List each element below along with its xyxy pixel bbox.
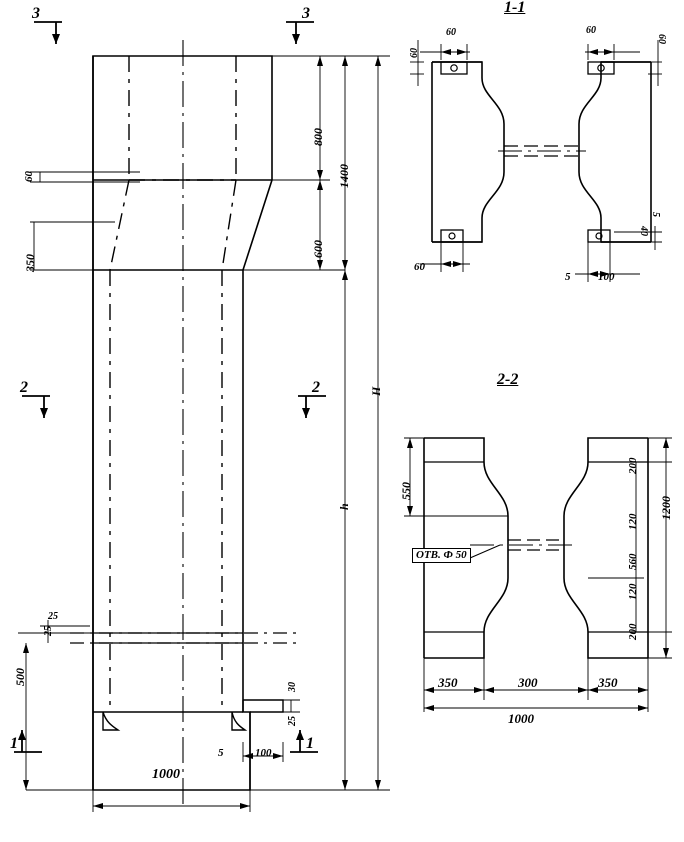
dim-100-main: 100 — [255, 747, 272, 759]
dim-25-a: 25 — [43, 626, 54, 636]
mark-2-left: 2 — [20, 379, 28, 396]
dim-500: 500 — [13, 668, 27, 686]
dim-60-tr: 60 — [586, 25, 596, 36]
dim-100-sec11: 100 — [598, 271, 615, 283]
dim-550: 550 — [399, 482, 413, 500]
dim-25-c: 25 — [287, 716, 298, 726]
mark-1-right: 1 — [306, 735, 314, 752]
sec-2-2-title: 2-2 — [497, 371, 519, 388]
dim-1000-main: 1000 — [152, 767, 180, 782]
dim-200-bot: 200 — [627, 623, 639, 640]
dim-5-main: 5 — [218, 747, 224, 759]
hole-note: ОТВ. Ф 50 — [412, 548, 471, 563]
dim-40-sec11-r: 40 — [638, 226, 649, 236]
dim-1200: 1200 — [659, 496, 673, 520]
dim-60-tl-v: 60 — [409, 48, 420, 58]
mark-3-right: 3 — [302, 5, 310, 22]
dim-560: 560 — [627, 553, 639, 570]
dim-350: 350 — [23, 254, 37, 272]
dim-350-right: 350 — [598, 675, 618, 690]
dim-h: h — [337, 503, 351, 510]
mark-1-left: 1 — [10, 735, 18, 752]
dim-120-bot: 120 — [627, 583, 639, 600]
dim-5-sec11-r: 5 — [650, 212, 661, 217]
dim-600: 600 — [311, 240, 325, 258]
dim-300: 300 — [518, 675, 538, 690]
dim-60-bl: 60 — [414, 261, 425, 273]
dim-1400: 1400 — [337, 164, 351, 188]
dim-25-b: 25 — [48, 611, 58, 622]
dim-60-tl: 60 — [446, 27, 456, 38]
mark-3-left: 3 — [32, 5, 40, 22]
dim-5-sec11: 5 — [565, 271, 571, 283]
dim-30: 30 — [287, 682, 298, 692]
dim-200-top: 200 — [627, 457, 639, 474]
dim-H: H — [369, 386, 383, 396]
mark-2-right: 2 — [312, 379, 320, 396]
dim-60-top: 60 — [23, 171, 35, 182]
dim-60-tr-v: 60 — [656, 34, 667, 44]
dim-800: 800 — [311, 128, 325, 146]
sec-1-1-title: 1-1 — [504, 0, 526, 16]
dim-350-left: 350 — [438, 675, 458, 690]
dim-1000-sec22: 1000 — [508, 711, 534, 726]
dim-120-top: 120 — [627, 513, 639, 530]
